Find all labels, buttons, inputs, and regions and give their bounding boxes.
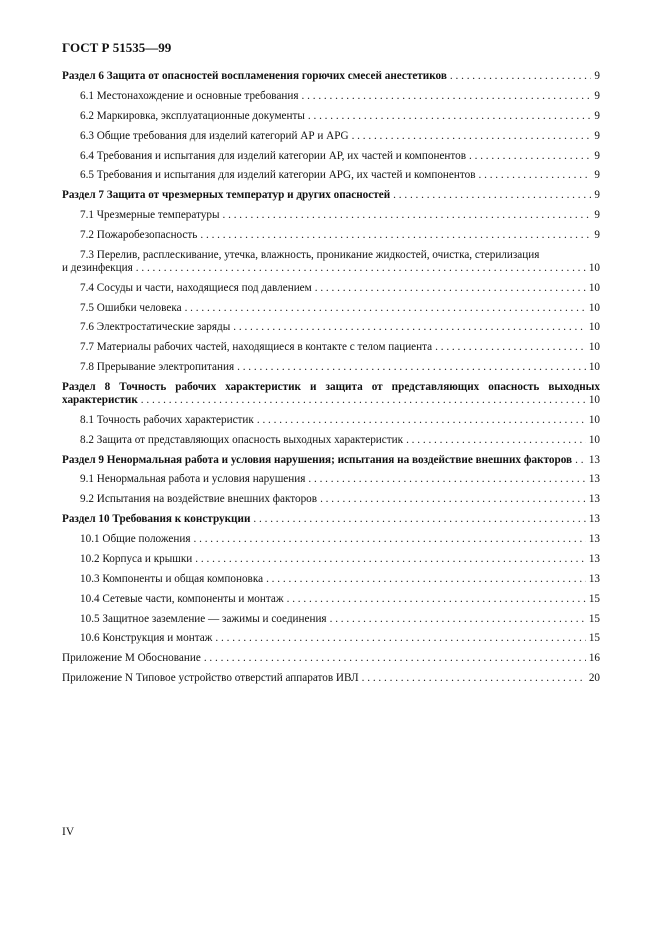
toc-subsection-entry[interactable] bbox=[62, 282, 600, 295]
toc-entry-title: 7.1 Чрезмерные температуры bbox=[80, 209, 220, 222]
toc-subsection-entry[interactable] bbox=[62, 573, 600, 586]
toc-entry-title: Приложение N Типовое устройство отверстий аппаратов ИВЛ bbox=[62, 672, 359, 685]
toc-entry-title: 6.3 Общие требования для изделий категорий АР и АPG bbox=[80, 129, 349, 142]
toc-section-entry[interactable] bbox=[62, 70, 600, 83]
toc-subsection-entry[interactable] bbox=[62, 632, 600, 645]
toc-entry-title: 7.8 Прерывание электропитания bbox=[80, 361, 235, 374]
toc-subsection-entry[interactable] bbox=[62, 493, 600, 506]
leader-dots bbox=[320, 493, 586, 506]
toc-subsection-entry[interactable] bbox=[62, 90, 600, 103]
leader-dots bbox=[352, 130, 592, 143]
toc-page-number: 10 bbox=[588, 341, 600, 354]
leader-dots bbox=[195, 553, 586, 566]
toc-entry-title: Приложение М Обоснование bbox=[62, 652, 201, 665]
toc-page-number: 13 bbox=[588, 552, 600, 565]
toc-entry-title: 8.2 Защита от представляющих опасность выходных характеристик bbox=[80, 433, 404, 446]
toc-entry-title: 7.6 Электростатические заряды bbox=[80, 321, 231, 334]
toc-entry-title: 7.3 Перелив, расплескивание, утечка, влажность, проникание жидкостей, очистка, стерилизация bbox=[80, 248, 540, 261]
leader-dots bbox=[435, 341, 586, 354]
leader-dots bbox=[406, 434, 586, 447]
toc-entry-title: 6.1 Местонахождение и основные требования bbox=[80, 89, 299, 102]
toc-entry[interactable] bbox=[62, 249, 600, 275]
toc-page-number: 9 bbox=[594, 89, 600, 102]
document-header: ГОСТ Р 51535—99 bbox=[62, 40, 172, 55]
toc-entry-title-continued: характеристик bbox=[62, 393, 138, 406]
leader-dots bbox=[233, 321, 586, 334]
toc-subsection-entry[interactable] bbox=[62, 533, 600, 546]
toc-page-number: 13 bbox=[588, 493, 600, 506]
toc-entry-title: 10.6 Конструкция и монтаж bbox=[80, 632, 213, 645]
leader-dots bbox=[257, 414, 586, 427]
page-number: IV bbox=[62, 826, 75, 838]
leader-dots bbox=[362, 672, 586, 685]
leader-dots bbox=[308, 473, 585, 486]
toc-entry-title: 7.2 Пожаробезопасность bbox=[80, 229, 198, 241]
toc-page-number: 13 bbox=[588, 473, 600, 486]
toc-subsection-entry[interactable] bbox=[62, 321, 600, 334]
toc-subsection-entry[interactable] bbox=[62, 169, 600, 182]
toc-entry-title: 10.3 Компоненты и общая компоновка bbox=[80, 572, 264, 585]
toc-subsection-entry[interactable] bbox=[62, 593, 600, 606]
toc-page-number: 13 bbox=[588, 572, 600, 585]
toc-page-number: 13 bbox=[588, 453, 600, 466]
toc-section-entry[interactable] bbox=[62, 189, 600, 202]
toc-page-number: 9 bbox=[594, 70, 600, 82]
toc-entry-title: 7.5 Ошибки человека bbox=[80, 301, 182, 314]
toc-subsection-entry[interactable] bbox=[62, 209, 600, 222]
toc-entry-title: 7.4 Сосуды и части, находящиеся под давлением bbox=[80, 281, 312, 294]
toc-subsection-entry[interactable] bbox=[62, 229, 600, 242]
toc-entry-title-continued: и дезинфекция bbox=[62, 261, 133, 274]
toc-section-entry[interactable] bbox=[62, 652, 600, 665]
toc-page-number: 15 bbox=[588, 612, 600, 625]
toc-subsection-entry[interactable] bbox=[62, 553, 600, 566]
toc-page-number: 9 bbox=[594, 229, 600, 241]
toc-subsection-entry[interactable] bbox=[62, 434, 600, 447]
toc-page-number: 9 bbox=[594, 209, 600, 222]
leader-dots bbox=[223, 209, 592, 222]
toc-subsection-entry[interactable] bbox=[62, 150, 600, 163]
toc-subsection-entry[interactable] bbox=[62, 110, 600, 123]
toc-entry-title: Раздел 10 Требования к конструкции bbox=[62, 513, 251, 526]
toc-entry-title: 10.1 Общие положения bbox=[80, 533, 191, 545]
leader-dots bbox=[575, 454, 586, 467]
toc-page-number: 10 bbox=[588, 281, 600, 294]
leader-dots bbox=[237, 361, 586, 374]
toc-page-number: 10 bbox=[588, 321, 600, 334]
leader-dots bbox=[136, 262, 586, 275]
toc-subsection-entry[interactable] bbox=[62, 341, 600, 354]
toc-page-number: 9 bbox=[594, 109, 600, 122]
toc-subsection-entry[interactable] bbox=[62, 414, 600, 427]
toc-page-number: 16 bbox=[588, 652, 600, 665]
toc-page-number: 15 bbox=[588, 592, 600, 605]
leader-dots bbox=[469, 150, 591, 163]
toc-entry-title: 7.7 Материалы рабочих частей, находящиеся в контакте с телом пациента bbox=[80, 341, 433, 354]
toc-subsection-entry[interactable] bbox=[62, 613, 600, 626]
toc-page-number: 13 bbox=[588, 533, 600, 545]
leader-dots bbox=[185, 302, 586, 315]
leader-dots bbox=[141, 394, 586, 407]
toc-page-number: 9 bbox=[594, 169, 600, 182]
toc-page-number: 10 bbox=[588, 261, 600, 274]
toc-subsection-entry[interactable] bbox=[62, 361, 600, 374]
toc-entry-title: Раздел 7 Защита от чрезмерных температур и других опасностей bbox=[62, 189, 391, 202]
leader-dots bbox=[287, 593, 586, 606]
toc-page-number: 15 bbox=[588, 632, 600, 645]
leader-dots bbox=[194, 533, 586, 546]
toc-entry-title: 6.2 Маркировка, эксплуатационные документы bbox=[80, 109, 305, 122]
toc-entry-title: Раздел 6 Защита от опасностей воспламенения горючих смесей анестетиков bbox=[62, 70, 447, 82]
toc-entry-title: 9.1 Ненормальная работа и условия нарушения bbox=[80, 473, 306, 486]
toc-entry-title: 10.4 Сетевые части, компоненты и монтаж bbox=[80, 592, 284, 605]
leader-dots bbox=[266, 573, 586, 586]
leader-dots bbox=[302, 90, 592, 103]
toc-section-entry[interactable] bbox=[62, 454, 600, 467]
toc-entry-title: 6.5 Требования и испытания для изделий категории АPG, их частей и компонентов bbox=[80, 169, 476, 182]
leader-dots bbox=[200, 229, 590, 242]
toc-entry-title: 10.2 Корпуса и крышки bbox=[80, 552, 193, 565]
toc-entry-title: 10.5 Защитное заземление — зажимы и соединения bbox=[80, 612, 327, 625]
toc-entry[interactable] bbox=[62, 381, 600, 407]
toc-subsection-entry[interactable] bbox=[62, 473, 600, 486]
toc-page-number: 20 bbox=[588, 672, 600, 685]
leader-dots bbox=[253, 513, 585, 526]
leader-dots bbox=[315, 282, 586, 295]
toc-page-number: 9 bbox=[594, 189, 600, 202]
toc-page-number: 9 bbox=[594, 149, 600, 162]
toc-page-number: 10 bbox=[588, 433, 600, 446]
toc-section-entry[interactable] bbox=[62, 513, 600, 526]
leader-dots bbox=[450, 70, 592, 83]
toc-entry-title: 6.4 Требования и испытания для изделий категории АР, их частей и компонентов bbox=[80, 149, 467, 162]
toc-page-number: 13 bbox=[588, 513, 600, 526]
leader-dots bbox=[479, 169, 592, 182]
leader-dots bbox=[215, 632, 585, 645]
toc-page-number: 10 bbox=[588, 301, 600, 314]
toc-page-number: 10 bbox=[588, 413, 600, 426]
toc-subsection-entry[interactable] bbox=[62, 302, 600, 315]
toc-page-number: 9 bbox=[594, 129, 600, 142]
toc-page-number: 10 bbox=[588, 361, 600, 374]
table-of-contents bbox=[62, 70, 600, 692]
leader-dots bbox=[393, 189, 591, 202]
toc-entry-title: Раздел 9 Ненормальная работа и условия нарушения; испытания на воздействие внешних факторов bbox=[62, 453, 573, 466]
leader-dots bbox=[330, 613, 586, 626]
leader-dots bbox=[204, 652, 586, 665]
toc-subsection-entry[interactable] bbox=[62, 130, 600, 143]
toc-section-entry[interactable] bbox=[62, 672, 600, 685]
toc-entry-title: 9.2 Испытания на воздействие внешних факторов bbox=[80, 493, 318, 506]
toc-page-number: 10 bbox=[588, 393, 600, 406]
toc-entry-title: Раздел 8 Точность рабочих характеристик и защита от представляющих опасность выходных bbox=[62, 381, 600, 393]
toc-entry-title: 8.1 Точность рабочих характеристик bbox=[80, 413, 254, 426]
leader-dots bbox=[308, 110, 592, 123]
